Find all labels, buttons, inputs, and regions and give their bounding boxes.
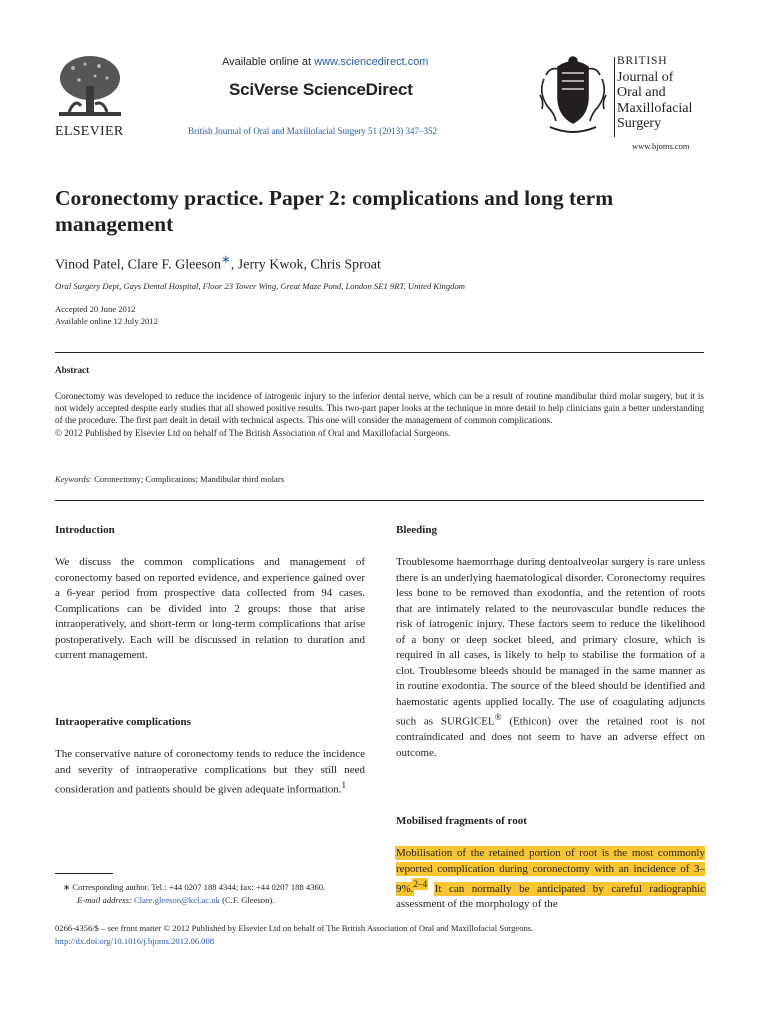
bleeding-text-2: (Ethicon) over the retained root is not contraindicated and does not seem to have an adverse effect on outcome. bbox=[396, 715, 706, 759]
elsevier-tree-logo-icon bbox=[55, 52, 125, 122]
journal-logo-line-5: Surgery bbox=[617, 116, 662, 131]
abstract-body bbox=[55, 390, 704, 439]
abstract-bottom-rule bbox=[55, 500, 704, 501]
journal-logo-line-4: Maxillofacial bbox=[617, 100, 693, 116]
bleeding-heading: Bleeding bbox=[396, 524, 437, 536]
affiliation: Oral Surgery Dept, Gays Dental Hospital, Floor 23 Tower Wing, Great Maze Pond, London SE1 9RT, United Kingdom bbox=[55, 281, 465, 291]
journal-logo-text bbox=[617, 54, 692, 132]
publisher-name: ELSEVIER bbox=[55, 124, 124, 139]
email-link[interactable]: Clare.gleeson@kcl.ac.uk bbox=[133, 895, 220, 905]
journal-logo-divider bbox=[614, 57, 615, 137]
keywords-line bbox=[55, 474, 284, 484]
platform-logo-text: SciVerse ScienceDirect bbox=[229, 80, 413, 99]
journal-logo-line-2: Journal of bbox=[617, 69, 674, 85]
reference-1-link[interactable]: 1 bbox=[341, 780, 347, 790]
mobilised-fragments-heading: Mobilised fragments of root bbox=[396, 815, 527, 827]
abstract-text: Coronectomy was developed to reduce the incidence of iatrogenic injury to the inferior dental nerve, which can be a result of routine mandibular third molar surgery, but it is not widely accepted despite early studies that all showed positive results. This two-part paper looks at the technique in more detail to help clinicians gain a better understanding of the procedure. The first part dealt in detail with technical aspects. This one will consider the management of common complications. bbox=[55, 391, 704, 426]
available-date: Available online 12 July 2012 bbox=[55, 316, 158, 326]
authors-part-2: , Jerry Kwok, Chris Sproat bbox=[230, 257, 381, 273]
author-list bbox=[55, 252, 381, 274]
corresponding-author-mark[interactable]: ∗ bbox=[221, 253, 231, 266]
abstract-top-rule bbox=[55, 352, 704, 353]
bleeding-text-1: Troublesome haemorrhage during dentoalveolar surgery is rare unless there is an underlying haematological disorder. Coronectomy requires less bone to be removed than exodontia, and the retention of roots that are intimately related to the neurovascular bundle reduces the risk of iatrogenic injury. These factors seem to reduce the likelihood of a bony or deep socket bleed, and primary closure, which is required in all cases, is likely to help to stabilise the formation of a clot. Troublesome bleeds should be managed in the same manner as in routine exodontia. The source of the bleed should be identified and haemostatic agents applied locally. The use of coagulating adjuncts such as SURGICEL bbox=[396, 556, 705, 728]
footnote-rule bbox=[55, 873, 113, 874]
keywords-label: Keywords: bbox=[55, 474, 92, 484]
intraoperative-heading: Intraoperative complications bbox=[55, 716, 191, 728]
sciencedirect-link[interactable]: www.sciencedirect.com bbox=[314, 56, 429, 68]
article-title: Coronectomy practice. Paper 2: complications and long term management bbox=[55, 186, 614, 236]
footnote-mark: ∗ bbox=[63, 882, 71, 892]
abstract-copyright: © 2012 Published by Elsevier Ltd on behalf of The British Association of Oral and Maxillofacial Surgeons. bbox=[55, 427, 451, 438]
email-label: E-mail address: bbox=[77, 895, 132, 905]
issn-line: 0266-4356/$ – see front matter © 2012 Published by Elsevier Ltd on behalf of The British Association of Oral and Maxillofacial Surgeons. bbox=[55, 923, 534, 933]
available-online-prefix: Available online at bbox=[222, 56, 315, 68]
corresponding-author-info: Corresponding author. Tel.: +44 0207 188 4344; fax: +44 0207 188 4360. bbox=[72, 882, 326, 892]
keywords-list: Coronectomy; Complications; Mandibular third molars bbox=[94, 474, 285, 484]
journal-citation-link[interactable]: British Journal of Oral and Maxillofacial Surgery 51 (2013) 347–352 bbox=[188, 126, 438, 136]
article-dates bbox=[55, 303, 158, 327]
highlighted-passage-2[interactable]: It can normally be anticipated by careful radiographic bbox=[434, 882, 706, 895]
bjoms-crest-icon bbox=[536, 55, 610, 139]
bleeding-body bbox=[396, 555, 705, 761]
available-online-line bbox=[222, 56, 428, 68]
email-suffix: (C.F. Gleeson). bbox=[219, 895, 275, 905]
front-matter bbox=[55, 922, 533, 948]
mobilised-text-rest: assessment of the morphology of the bbox=[396, 898, 558, 911]
reference-2-4-link[interactable]: 2–4 bbox=[413, 879, 428, 889]
accepted-date: Accepted 20 June 2012 bbox=[55, 304, 136, 314]
intraoperative-body bbox=[55, 747, 365, 798]
introduction-body bbox=[55, 555, 365, 664]
journal-website-link[interactable]: www.bjoms.com bbox=[632, 141, 690, 151]
mobilised-fragments-body bbox=[396, 846, 705, 913]
authors-part-1: Vinod Patel, Clare F. Gleeson bbox=[55, 257, 222, 273]
journal-logo-line-3: Oral and bbox=[617, 85, 666, 100]
intraoperative-text: The conservative nature of coronectomy tends to reduce the incidence and severity of intraoperative complications but they still need consideration and patients should be given adequate information. bbox=[55, 748, 365, 796]
highlighted-passage-1[interactable]: Mobilisation of the retained portion of root is the most commonly reported complication during coronectomy with an incidence of 3–9%. bbox=[396, 847, 705, 895]
introduction-text: We discuss the common complications and management of coronectomy based on reported evidence, and experience gained over a 6-year period from prospective data collected from 94 cases. Complications can be divided into 2 groups: those that arise intraoperatively, and short-term or long-term complications that arise postoperatively. Each will be discussed in relation to duration and current management. bbox=[55, 556, 365, 661]
doi-link[interactable]: http://dx.doi.org/10.1016/j.bjoms.2012.06.008 bbox=[55, 936, 215, 946]
footnote bbox=[55, 881, 325, 907]
journal-logo-line-1: BRITISH bbox=[617, 55, 668, 67]
registered-mark: ® bbox=[494, 712, 502, 722]
introduction-heading: Introduction bbox=[55, 524, 115, 536]
abstract-heading: Abstract bbox=[55, 365, 90, 375]
